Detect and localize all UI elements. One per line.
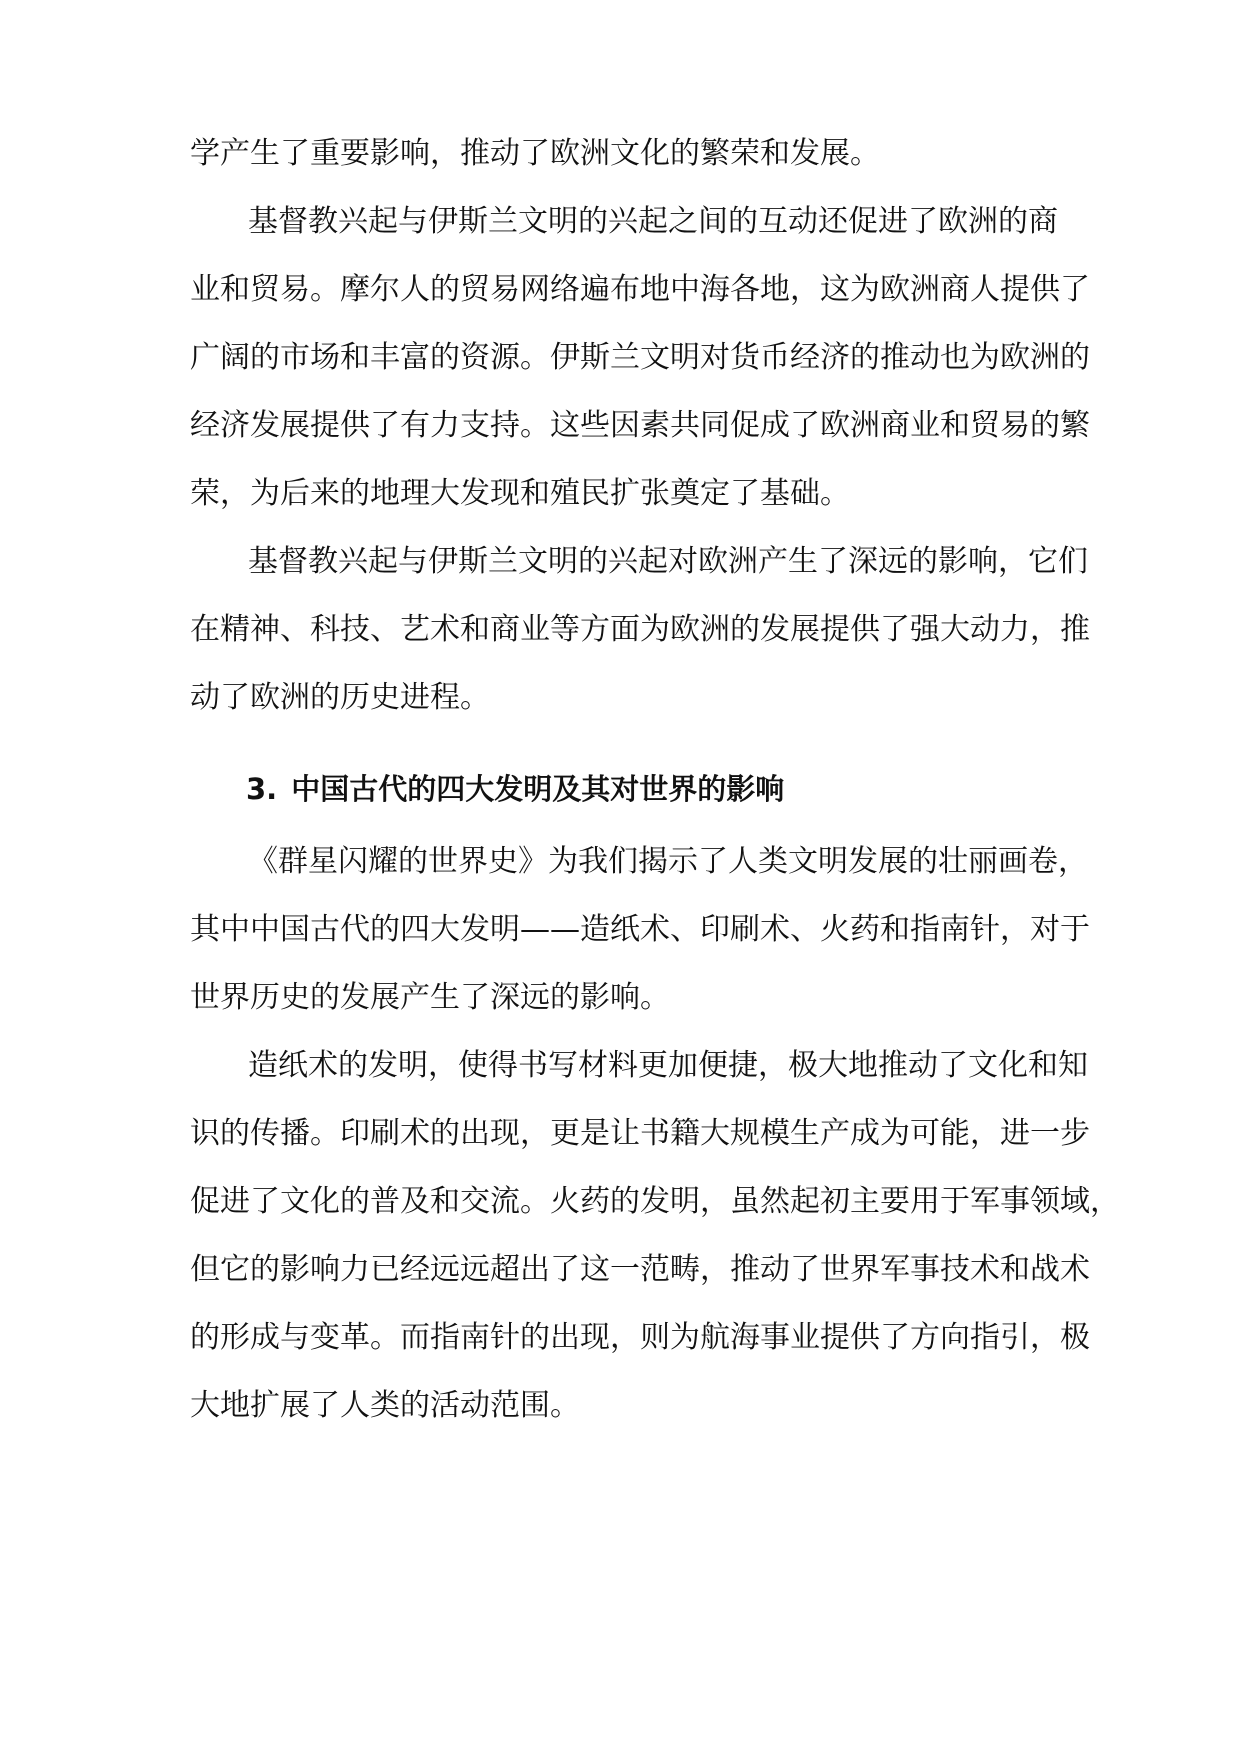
- paragraph-continuation-line: 学产生了重要影响，推动了欧洲文化的繁荣和发展。: [190, 136, 880, 171]
- paragraph-summary-line: 在精神、科技、艺术和商业等方面为欧洲的发展提供了强大动力，推: [190, 612, 1090, 647]
- paragraph-inventions-line: 但它的影响力已经远远超出了这一范畴，推动了世界军事技术和战术: [190, 1252, 1090, 1287]
- paragraph-trade-line: 经济发展提供了有力支持。这些因素共同促成了欧洲商业和贸易的繁: [190, 408, 1090, 443]
- paragraph-inventions-line: 大地扩展了人类的活动范围。: [190, 1388, 580, 1423]
- paragraph-summary-line: 动了欧洲的历史进程。: [190, 680, 490, 715]
- paragraph-intro-line: 其中中国古代的四大发明——造纸术、印刷术、火药和指南针，对于: [190, 912, 1090, 947]
- paragraph-trade-line: 广阔的市场和丰富的资源。伊斯兰文明对货币经济的推动也为欧洲的: [190, 340, 1090, 375]
- paragraph-inventions-line: 识的传播。印刷术的出现，更是让书籍大规模生产成为可能，进一步: [190, 1116, 1090, 1151]
- paragraph-inventions-line: 的形成与变革。而指南针的出现，则为航海事业提供了方向指引，极: [190, 1320, 1090, 1355]
- paragraph-inventions-line: 造纸术的发明，使得书写材料更加便捷，极大地推动了文化和知: [248, 1048, 1088, 1083]
- paragraph-inventions-line: 促进了文化的普及和交流。火药的发明，虽然起初主要用于军事领域，: [190, 1184, 1120, 1219]
- paragraph-trade-line: 业和贸易。摩尔人的贸易网络遍布地中海各地，这为欧洲商人提供了: [190, 272, 1090, 307]
- paragraph-trade-line: 荣，为后来的地理大发现和殖民扩张奠定了基础。: [190, 476, 850, 511]
- paragraph-trade-line: 基督教兴起与伊斯兰文明的兴起之间的互动还促进了欧洲的商: [248, 204, 1058, 239]
- paragraph-intro-line: 世界历史的发展产生了深远的影响。: [190, 980, 670, 1015]
- paragraph-summary-line: 基督教兴起与伊斯兰文明的兴起对欧洲产生了深远的影响，它们: [248, 544, 1088, 579]
- paragraph-intro-line: 《群星闪耀的世界史》为我们揭示了人类文明发展的壮丽画卷，: [248, 844, 1088, 879]
- section-number: 3.: [246, 772, 278, 806]
- section-heading: [246, 769, 784, 809]
- section-title: 中国古代的四大发明及其对世界的影响: [291, 772, 785, 806]
